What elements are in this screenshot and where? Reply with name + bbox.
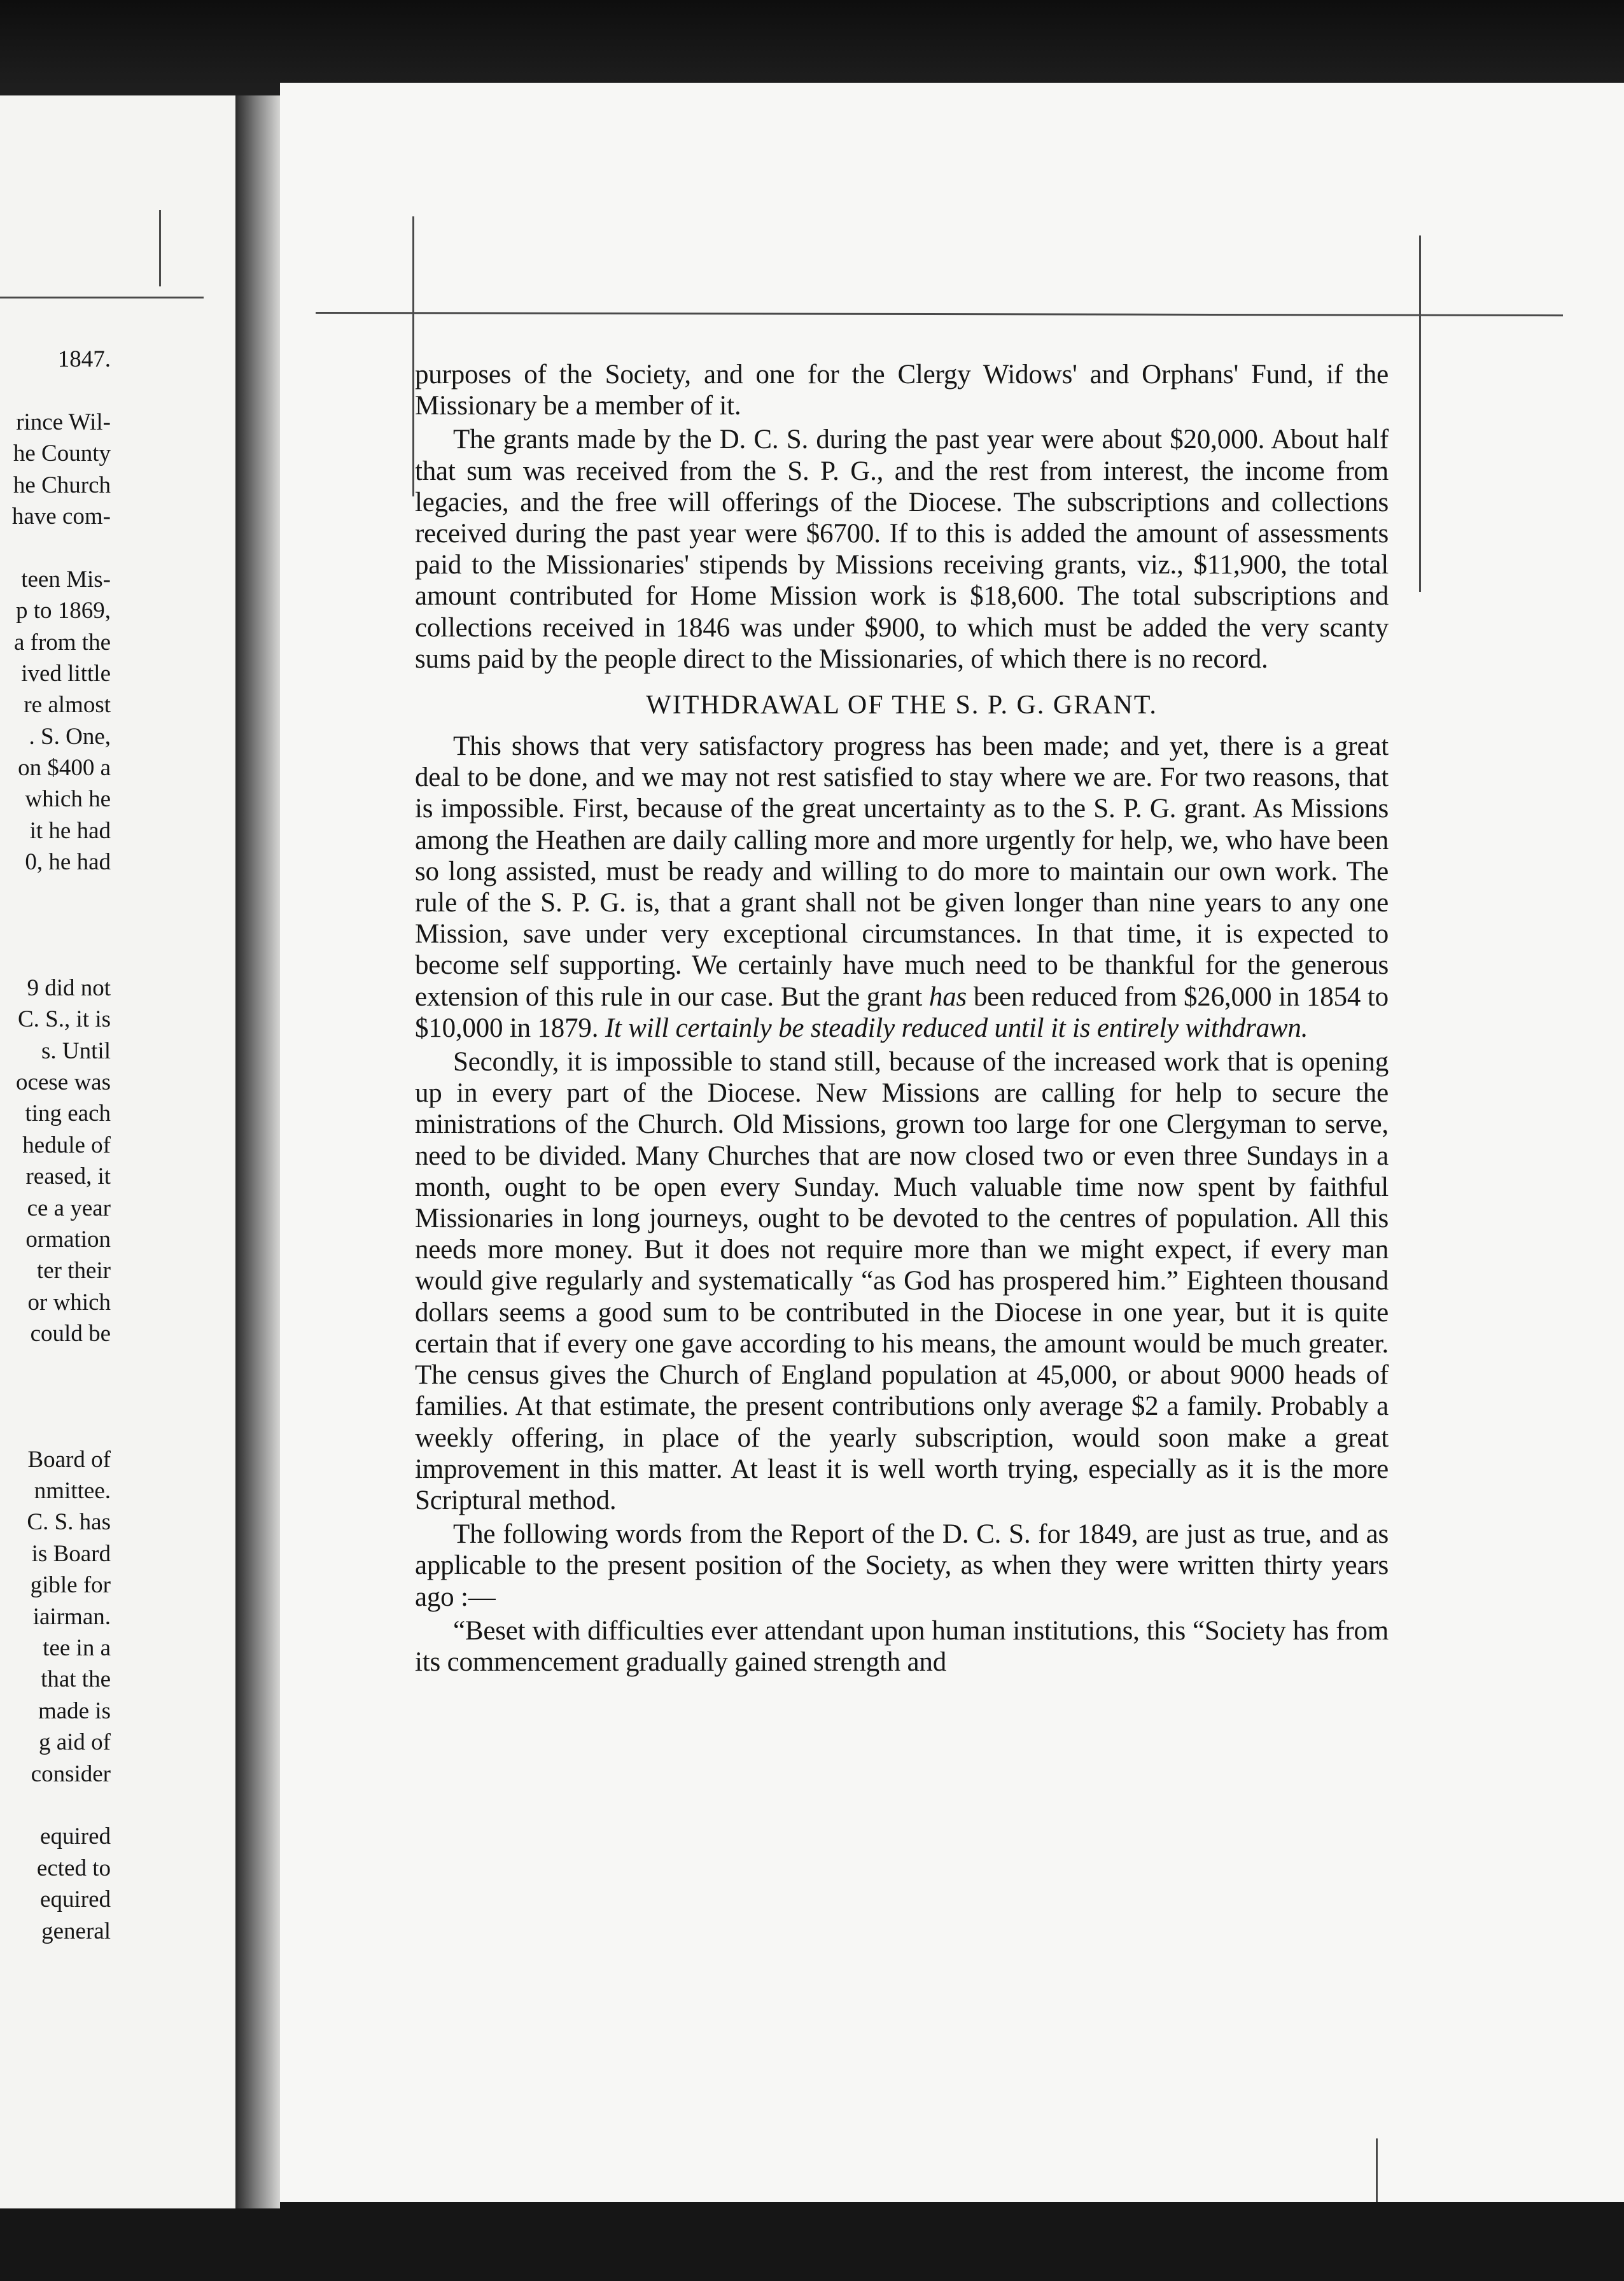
paragraph-2: The grants made by the D. C. S. during the past year were about $20,000. About half that sum was received from the S. P. G., and the rest from interest, the income from legacies, and the free will offerings of the Diocese. The subscriptions and collections received during the past year were $6700. If to this is added the amount of assessments paid to the Missionaries' stipends by Missions receiving grants, viz., $11,900, the total amount contributed for Home Mission work is $18,600. The total subscriptions and collections received in 1846 was under $900, to which must be added the very scanty sums paid by the people direct to the Missionaries, of which there is no record. <box>415 425 1389 674</box>
paragraph-6-quotation: “Beset with difficulties ever attendant upon human institutions, this “Society has from its commencement gradually gained strength and <box>415 1615 1389 1677</box>
paragraph-3 <box>415 731 1389 1044</box>
left-page-line: is Board <box>31 1540 111 1567</box>
left-page-line: . S. One, <box>29 723 111 750</box>
left-page-line: 1847. <box>57 346 111 372</box>
left-page-line: ting each <box>25 1100 111 1127</box>
left-page-line: ocese was <box>16 1069 111 1095</box>
left-page-margin-line <box>159 210 161 286</box>
left-page-line: he County <box>13 440 111 467</box>
right-page <box>280 83 1624 2202</box>
book-gutter <box>235 95 280 2208</box>
left-margin-line-top <box>412 216 414 496</box>
right-margin-line-bottom <box>1376 2138 1378 2202</box>
left-page-line: teen Mis- <box>21 566 111 593</box>
paragraph-4: Secondly, it is impossible to stand still, because of the increased work that is opening up in every part of the Diocese. New Missions are calling for help to secure the ministrations of the Church. Old Missions, grown too large for one Clergyman to serve, need to be divided. Many Churches that are now closed two or even three Sundays in a month, ought to be open every Sunday. Much valuable time now spent by faithful Missionaries in long journeys, ought to be devoted to the centres of population. All this needs more money. But it does not require more than we might expect, if every man would give regularly and systematically “as God has prospered him.” Eighteen thousand dollars seems a good sum to be contributed in the Diocese in one year, but it is quite certain that if every one gave according to his means, the amount would be much greater. The census gives the Church of England population at 45,000, or about 9000 heads of families. At that estimate, the present contributions only average $2 a family. Probably a weekly offering, in place of the yearly subscription, would soon make a great improvement in this matter. At least it is well worth trying, especially as it is the more Scriptural method. <box>415 1047 1389 1515</box>
left-page-line: C. S., it is <box>18 1006 111 1033</box>
left-page-line: ected to <box>36 1855 111 1881</box>
left-page-line: C. S. has <box>27 1509 111 1536</box>
paragraph-5: The following words from the Report of the D. C. S. for 1849, are just as true, and as applicable to the present position of the Society, as when they were written thirty years ago :— <box>415 1519 1389 1612</box>
left-page-top-rule <box>0 297 204 298</box>
left-page-line: which he <box>25 786 111 813</box>
paragraph-3-italic-sentence: It will certainly be steadily reduced until it is entirely withdrawn. <box>605 1013 1308 1043</box>
paragraph-3-text: This shows that very satisfactory progress has been made; and yet, there is a great deal to be done, and we may not rest satisfied to stay where we are. For two reasons, that is impossible. First, because of the great uncertainty as to the S. P. G. grant. As Missions among the Heathen are daily calling more and more urgently for help, we, who have been so long assisted, must be ready and willing to do more to maintain our own work. The rule of the S. P. G. is, that a grant shall not be given longer than nine years to any one Mission, save under very exceptional circumstances. In that time, it is expected to become self supporting. We certainly have much need to be thankful for the generous extension of this rule in our case. But the grant <box>415 731 1389 1012</box>
left-page-line: nmittee. <box>34 1478 111 1505</box>
left-page-line: general <box>41 1918 111 1944</box>
left-page-line: Board of <box>27 1446 111 1473</box>
scan-background-bottom <box>0 2196 1624 2281</box>
left-page-line: it he had <box>29 817 111 844</box>
left-page-line: ived little <box>21 660 111 687</box>
left-page-text <box>0 344 111 1947</box>
left-page-line: gible for <box>30 1572 111 1599</box>
left-page-line: have com- <box>11 503 111 530</box>
left-page-line: 0, he had <box>25 849 111 876</box>
right-margin-line-top <box>1419 235 1421 592</box>
left-page <box>0 95 235 2208</box>
left-page-line: that the <box>41 1666 111 1693</box>
left-page-line: p to 1869, <box>15 598 111 624</box>
main-text-column <box>415 359 1389 1678</box>
section-heading: WITHDRAWAL OF THE S. P. G. GRANT. <box>646 691 1158 720</box>
left-page-line: g aid of <box>38 1729 111 1756</box>
paragraph-1: purposes of the Society, and one for the Clergy Widows' and Orphans' Fund, if the Missionary be a member of it. <box>415 360 1389 421</box>
left-page-line: rince Wil- <box>16 409 111 435</box>
left-page-line: equired <box>40 1886 111 1913</box>
top-rule <box>316 312 1563 316</box>
left-page-line: ormation <box>25 1226 111 1253</box>
left-page-line: ce a year <box>27 1195 111 1221</box>
left-page-line: or which <box>27 1289 111 1316</box>
left-page-line: made is <box>38 1697 111 1724</box>
left-page-line: on $400 a <box>18 755 111 782</box>
left-page-line: he Church <box>13 472 111 498</box>
left-page-line: reased, it <box>25 1163 111 1190</box>
left-page-line: ter their <box>36 1258 111 1284</box>
left-page-line: equired <box>40 1823 111 1850</box>
left-page-line: iairman. <box>32 1603 111 1630</box>
left-page-line: 9 did not <box>27 974 111 1001</box>
left-page-line: tee in a <box>43 1635 111 1662</box>
left-page-line: consider <box>31 1760 111 1787</box>
left-page-line: re almost <box>24 692 111 719</box>
paragraph-3-emphasis-has: has <box>928 981 967 1012</box>
left-page-line: hedule of <box>22 1132 111 1158</box>
left-page-line: could be <box>30 1321 111 1347</box>
paragraph-3-text-2: been reduced from $26,000 in 1854 to $10,000 in 1879. <box>415 981 1389 1043</box>
left-page-line: a from the <box>13 629 111 656</box>
left-page-line: s. Until <box>41 1037 111 1064</box>
